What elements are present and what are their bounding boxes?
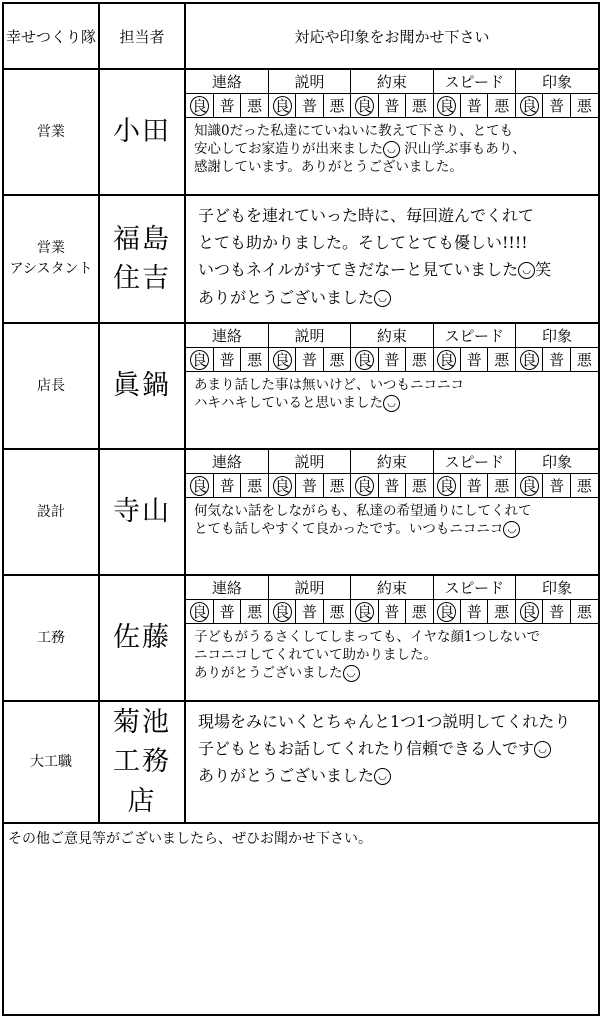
rating-option[interactable]: 悪: [570, 474, 598, 498]
rating-option[interactable]: 普: [461, 348, 488, 372]
staff-name: 住吉: [113, 263, 171, 294]
comment-line: ありがとうございました ◡: [198, 762, 586, 789]
rating-grid: [186, 70, 598, 118]
rating-grid: [186, 450, 598, 498]
rating-option[interactable]: 悪: [406, 600, 433, 624]
comment-line: 子どもがうるさくしてしまっても、イヤな顔1つしないで: [194, 629, 541, 645]
role-cell: [3, 575, 99, 701]
comment-line: 安心してお家造りが出来ました ◡ 沢山学ぶ事もあり、: [194, 141, 526, 158]
rating-category-row: [186, 576, 598, 600]
smiley-drawing: ◡: [343, 665, 360, 682]
feedback-cell: [185, 323, 599, 449]
rating-option-selected[interactable]: 良: [351, 348, 378, 372]
staff-name: 寺山: [113, 496, 171, 528]
comment-line: 現場をみにいくとちゃんと1つ1つ説明してくれたり: [198, 712, 571, 731]
smiley-drawing: ◡: [518, 262, 535, 279]
handwritten-comment: [186, 118, 598, 181]
feedback-cell: [185, 195, 599, 323]
rating-category: 約束: [351, 576, 433, 600]
rating-option[interactable]: 悪: [488, 474, 515, 498]
rating-option[interactable]: 悪: [570, 600, 598, 624]
role-label: 営業: [37, 123, 65, 140]
rating-category: 説明: [268, 450, 350, 474]
rating-option[interactable]: 普: [378, 600, 405, 624]
rating-option[interactable]: 悪: [488, 600, 515, 624]
rating-category: 約束: [351, 70, 433, 94]
rating-option[interactable]: 悪: [241, 94, 268, 118]
rating-option-selected[interactable]: 良: [515, 348, 542, 372]
comment-line: 感謝しています。ありがとうございました。: [194, 159, 463, 176]
smiley-drawing: ◡: [534, 741, 551, 758]
rating-option[interactable]: 普: [461, 94, 488, 118]
rating-option[interactable]: 悪: [323, 474, 350, 498]
rating-option-selected[interactable]: 良: [186, 348, 213, 372]
rating-category-row: [186, 450, 598, 474]
rating-grid: [186, 576, 598, 624]
comment-line: いつもネイルがすてきだなーと見ていました ◡ 笑: [198, 260, 552, 280]
role-cell: [3, 195, 99, 323]
staff-name: 菊池: [113, 707, 171, 739]
comment-line: ありがとうございました ◡: [194, 664, 590, 682]
rating-category: 説明: [268, 324, 350, 348]
role-cell: [3, 449, 99, 575]
rating-category: スピード: [433, 576, 515, 600]
smiley-drawing: ◡: [374, 290, 391, 307]
rating-option-row: [186, 348, 598, 372]
feedback-header: 対応や印象をお聞かせ下さい: [185, 3, 599, 69]
rating-option-selected[interactable]: 良: [268, 600, 295, 624]
survey-body: [3, 3, 599, 1015]
rating-option-selected[interactable]: 良: [186, 600, 213, 624]
comment-line: あまり話した事は無いけど、いつもニコニコ: [194, 377, 464, 393]
rating-option[interactable]: 悪: [488, 94, 515, 118]
rating-grid: [186, 324, 598, 372]
staff-row: [3, 69, 599, 195]
header-row: [3, 3, 599, 69]
rating-option[interactable]: 普: [543, 348, 570, 372]
role-label: 工務: [37, 629, 65, 646]
rating-category: 連絡: [186, 70, 268, 94]
handwritten-comment: [186, 702, 598, 796]
staff-name: 福島: [113, 223, 171, 255]
rating-category-row: [186, 324, 598, 348]
staff-name-cell: [99, 449, 185, 575]
rating-option[interactable]: 悪: [570, 348, 598, 372]
rating-option[interactable]: 普: [543, 600, 570, 624]
rating-option[interactable]: 悪: [241, 348, 268, 372]
handwritten-comment: [186, 372, 598, 416]
rating-option[interactable]: 普: [378, 348, 405, 372]
staff-row: [3, 575, 599, 701]
rating-category: 説明: [268, 70, 350, 94]
rating-option[interactable]: 普: [213, 474, 240, 498]
role-cell: [3, 323, 99, 449]
rating-option[interactable]: 悪: [241, 600, 268, 624]
rating-option[interactable]: 普: [461, 474, 488, 498]
rating-option-row: [186, 94, 598, 118]
rating-category: スピード: [433, 70, 515, 94]
rating-category: スピード: [433, 324, 515, 348]
rating-option-selected[interactable]: 良: [515, 94, 542, 118]
smiley-drawing: ◡: [383, 395, 400, 412]
other-comments-prompt: その他ご意見等がございましたら、ぜひお聞かせ下さい。: [8, 831, 372, 847]
rating-option[interactable]: 悪: [323, 348, 350, 372]
rating-option-selected[interactable]: 良: [351, 94, 378, 118]
rating-option[interactable]: 普: [213, 94, 240, 118]
smiley-drawing: ◡: [374, 768, 391, 785]
comment-line: 子どもを連れていった時に、毎回遊んでくれて: [198, 206, 535, 225]
rating-category: スピード: [433, 450, 515, 474]
rating-option[interactable]: 悪: [406, 348, 433, 372]
rating-option[interactable]: 悪: [570, 94, 598, 118]
rating-category: 連絡: [186, 324, 268, 348]
feedback-cell: [185, 701, 599, 823]
rating-option[interactable]: 普: [296, 94, 323, 118]
rating-category: 連絡: [186, 576, 268, 600]
smiley-drawing: ◡: [503, 521, 520, 538]
role-cell: [3, 701, 99, 823]
rating-option-selected[interactable]: 良: [433, 348, 460, 372]
rating-category-row: [186, 70, 598, 94]
handwritten-comment: [186, 196, 598, 317]
rating-option-row: [186, 474, 598, 498]
role-label: 大工職: [30, 753, 72, 770]
handwritten-comment: [186, 498, 598, 542]
comment-line: 子どもともお話してくれたり信頼できる人です ◡: [198, 735, 586, 762]
staff-row: [3, 449, 599, 575]
rating-option[interactable]: 普: [296, 474, 323, 498]
rating-option[interactable]: 普: [543, 94, 570, 118]
rating-option-selected[interactable]: 良: [186, 474, 213, 498]
rating-option-selected[interactable]: 良: [433, 94, 460, 118]
staff-row: [3, 701, 599, 823]
rating-option[interactable]: 悪: [406, 474, 433, 498]
rating-category: 印象: [515, 450, 598, 474]
rating-category: 印象: [515, 324, 598, 348]
rating-option-selected[interactable]: 良: [351, 600, 378, 624]
role-cell: [3, 69, 99, 195]
rating-option[interactable]: 悪: [323, 94, 350, 118]
rating-option[interactable]: 悪: [488, 348, 515, 372]
feedback-cell: [185, 575, 599, 701]
rating-option-selected[interactable]: 良: [268, 94, 295, 118]
rating-option[interactable]: 普: [461, 600, 488, 624]
feedback-cell: [185, 69, 599, 195]
rating-option[interactable]: 普: [213, 600, 240, 624]
comment-line: ニコニコしてくれていて助かりました。: [194, 647, 437, 664]
staff-name-cell: [99, 575, 185, 701]
rating-option[interactable]: 普: [378, 474, 405, 498]
staff-name: 眞鍋: [113, 370, 171, 402]
comment-line: 知識0だった私達にていねいに教えて下さり、とても: [194, 123, 514, 139]
rating-option[interactable]: 悪: [323, 600, 350, 624]
rating-option[interactable]: 普: [296, 600, 323, 624]
feedback-cell: [185, 449, 599, 575]
role-label: 店長: [37, 377, 65, 394]
rating-option-selected[interactable]: 良: [433, 600, 460, 624]
smiley-drawing: ◡: [383, 141, 400, 158]
rating-category: 連絡: [186, 450, 268, 474]
staff-name-cell: [99, 69, 185, 195]
comment-line: 何気ない話をしながらも、私達の希望通りにしてくれて: [194, 503, 532, 519]
handwritten-comment: [186, 624, 598, 687]
rating-option-row: [186, 600, 598, 624]
rating-option[interactable]: 普: [213, 348, 240, 372]
rating-category: 印象: [515, 576, 598, 600]
staff-header: 担当者: [99, 3, 185, 69]
staff-name: 工務店: [113, 746, 171, 817]
rating-option-selected[interactable]: 良: [433, 474, 460, 498]
staff-name-cell: [99, 195, 185, 323]
staff-name-cell: [99, 323, 185, 449]
staff-name: 佐藤: [113, 622, 171, 654]
other-comments-cell[interactable]: [3, 823, 599, 1015]
comment-line: とても助かりました。そしてとても優しい!!!!: [198, 233, 528, 253]
comment-line: とても話しやすくて良かったです。いつもニコニコ ◡: [194, 520, 590, 538]
role-label: 設計: [37, 503, 65, 520]
staff-name-cell: [99, 701, 185, 823]
role-label: アシスタント: [9, 261, 93, 277]
rating-option[interactable]: 普: [296, 348, 323, 372]
rating-option-selected[interactable]: 良: [268, 474, 295, 498]
rating-option-selected[interactable]: 良: [515, 600, 542, 624]
rating-category: 印象: [515, 70, 598, 94]
staff-row: [3, 195, 599, 323]
rating-option[interactable]: 普: [378, 94, 405, 118]
rating-option[interactable]: 悪: [241, 474, 268, 498]
rating-category: 約束: [351, 450, 433, 474]
rating-option-selected[interactable]: 良: [268, 348, 295, 372]
rating-option-selected[interactable]: 良: [186, 94, 213, 118]
comment-line: ありがとうございました ◡: [198, 284, 586, 311]
staff-row: [3, 323, 599, 449]
comment-line: ハキハキしていると思いました ◡: [194, 394, 590, 412]
rating-category: 説明: [268, 576, 350, 600]
rating-option[interactable]: 悪: [406, 94, 433, 118]
rating-category: 約束: [351, 324, 433, 348]
survey-sheet: [2, 2, 600, 1016]
team-header: 幸せつくり隊: [3, 3, 99, 69]
role-label: 営業: [37, 240, 65, 256]
rating-option-selected[interactable]: 良: [351, 474, 378, 498]
other-comments-row: [3, 823, 599, 1015]
rating-option-selected[interactable]: 良: [515, 474, 542, 498]
rating-option[interactable]: 普: [543, 474, 570, 498]
staff-name: 小田: [113, 116, 171, 148]
